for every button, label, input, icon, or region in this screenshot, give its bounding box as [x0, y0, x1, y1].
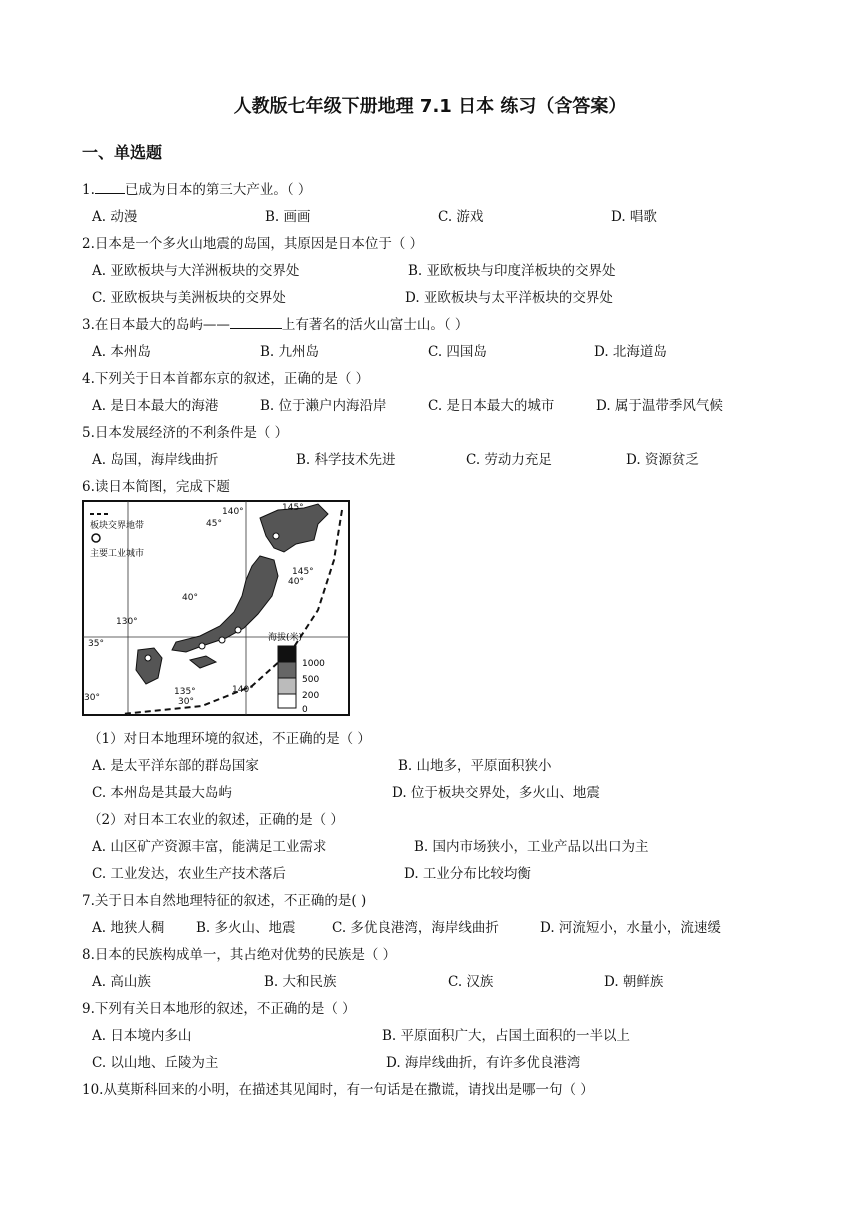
q6-1-option-a: A. 是太平洋东部的群岛国家	[92, 758, 259, 774]
answer-blank	[95, 179, 125, 194]
q1-option-a: A. 动漫	[92, 209, 138, 225]
q9-option-b: B. 平原面积广大，占国土面积的一半以上	[382, 1028, 631, 1044]
question-4: 4.下列关于日本首都东京的叙述，正确的是（ ）	[82, 371, 370, 387]
q4-option-c: C. 是日本最大的城市	[428, 398, 555, 414]
coord-label: 145°	[282, 503, 304, 513]
section-heading: 一、单选题	[82, 143, 163, 162]
question-5: 5.日本发展经济的不利条件是（ ）	[82, 425, 289, 441]
question-7: 7.关于日本自然地理特征的叙述，不正确的是( )	[82, 893, 367, 909]
q8-option-d: D. 朝鲜族	[604, 974, 664, 990]
q3-option-c: C. 四国岛	[428, 344, 487, 360]
coord-label: 130°	[116, 617, 138, 627]
coord-label: 45°	[206, 519, 222, 529]
q8-option-a: A. 高山族	[92, 974, 151, 990]
q6-1-option-c: C. 本州岛是其最大岛屿	[92, 785, 232, 801]
q8-option-b: B. 大和民族	[264, 974, 337, 990]
question-1-number: 1.	[82, 182, 95, 198]
q7-option-c: C. 多优良港湾，海岸线曲折	[332, 920, 499, 936]
question-3	[82, 313, 468, 333]
question-2: 2.日本是一个多火山地震的岛国，其原因是日本位于（ ）	[82, 236, 424, 252]
q5-option-b: B. 科学技术先进	[296, 452, 396, 468]
question-9: 9.下列有关日本地形的叙述，不正确的是（ ）	[82, 1001, 356, 1017]
elevation-value: 0	[302, 705, 308, 715]
q5-option-a: A. 岛国，海岸线曲折	[92, 452, 219, 468]
question-6-sub-1: （1）对日本地理环境的叙述，不正确的是（ ）	[88, 731, 371, 747]
question-10: 10.从莫斯科回来的小明，在描述其见闻时，有一句话是在撒谎，请找出是哪一句（ ）	[82, 1082, 594, 1098]
coord-label: 40°	[288, 577, 304, 587]
q7-option-d: D. 河流短小，水量小，流速缓	[540, 920, 721, 936]
question-1	[82, 178, 311, 198]
coord-label: 30°	[178, 697, 194, 707]
q8-option-c: C. 汉族	[448, 974, 494, 990]
answer-blank	[230, 314, 282, 329]
q9-option-c: C. 以山地、丘陵为主	[92, 1055, 219, 1071]
elevation-value: 200	[302, 691, 320, 701]
q9-option-d: D. 海岸线曲折，有许多优良港湾	[386, 1055, 581, 1071]
q9-option-a: A. 日本境内多山	[92, 1028, 192, 1044]
q1-option-b: B. 画画	[265, 209, 311, 225]
q6-2-option-b: B. 国内市场狭小，工业产品以出口为主	[414, 839, 649, 855]
coord-label: 145°	[292, 567, 314, 577]
legend-plate-boundary: 板块交界地带	[90, 521, 145, 531]
q6-2-option-c: C. 工业发达，农业生产技术落后	[92, 866, 286, 882]
q5-option-d: D. 资源贫乏	[626, 452, 699, 468]
q1-option-d: D. 唱歌	[611, 209, 657, 225]
q1-option-c: C. 游戏	[438, 209, 484, 225]
question-6: 6.读日本简图，完成下题	[82, 479, 230, 495]
q2-option-b: B. 亚欧板块与印度洋板块的交界处	[408, 263, 616, 279]
coord-label: 140°	[222, 507, 244, 517]
elevation-value: 500	[302, 675, 320, 685]
question-3-pre: 3.在日本最大的岛屿——	[82, 317, 230, 333]
q2-option-a: A. 亚欧板块与大洋洲板块的交界处	[92, 263, 300, 279]
coord-label: 30°	[84, 693, 100, 703]
question-6-sub-2: （2）对日本工农业的叙述，正确的是（ ）	[88, 812, 344, 828]
question-8: 8.日本的民族构成单一，其占绝对优势的民族是（ ）	[82, 947, 397, 963]
q6-1-option-b: B. 山地多，平原面积狭小	[398, 758, 552, 774]
page-title: 人教版七年级下册地理 7.1 日本 练习（含答案）	[233, 96, 627, 117]
q2-option-c: C. 亚欧板块与美洲板块的交界处	[92, 290, 286, 306]
q6-1-option-d: D. 位于板块交界处，多火山、地震	[392, 785, 600, 801]
question-1-stem: 已成为日本的第三大产业。（ ）	[124, 182, 312, 198]
coord-label: 40°	[182, 593, 198, 603]
q7-option-b: B. 多火山、地震	[196, 920, 296, 936]
q4-option-a: A. 是日本最大的海港	[92, 398, 219, 414]
legend-industrial-city: 主要工业城市	[90, 549, 145, 559]
q3-option-d: D. 北海道岛	[594, 344, 667, 360]
q6-2-option-a: A. 山区矿产资源丰富，能满足工业需求	[92, 839, 327, 855]
q6-2-option-d: D. 工业分布比较均衡	[404, 866, 531, 882]
coord-label: 35°	[88, 639, 104, 649]
q3-option-a: A. 本州岛	[92, 344, 151, 360]
q3-option-b: B. 九州岛	[260, 344, 320, 360]
elevation-value: 1000	[302, 659, 325, 669]
q5-option-c: C. 劳动力充足	[466, 452, 552, 468]
q7-option-a: A. 地狭人稠	[92, 920, 165, 936]
q4-option-d: D. 属于温带季风气候	[596, 398, 723, 414]
q2-option-d: D. 亚欧板块与太平洋板块的交界处	[405, 290, 613, 306]
q4-option-b: B. 位于濑户内海沿岸	[260, 398, 387, 414]
japan-map-figure	[82, 500, 350, 716]
elevation-title: 海拔(米)	[268, 633, 303, 643]
coord-label: 135°	[174, 687, 196, 697]
coord-label: 140°	[232, 685, 254, 695]
question-3-post: 上有著名的活火山富士山。（ ）	[281, 317, 469, 333]
